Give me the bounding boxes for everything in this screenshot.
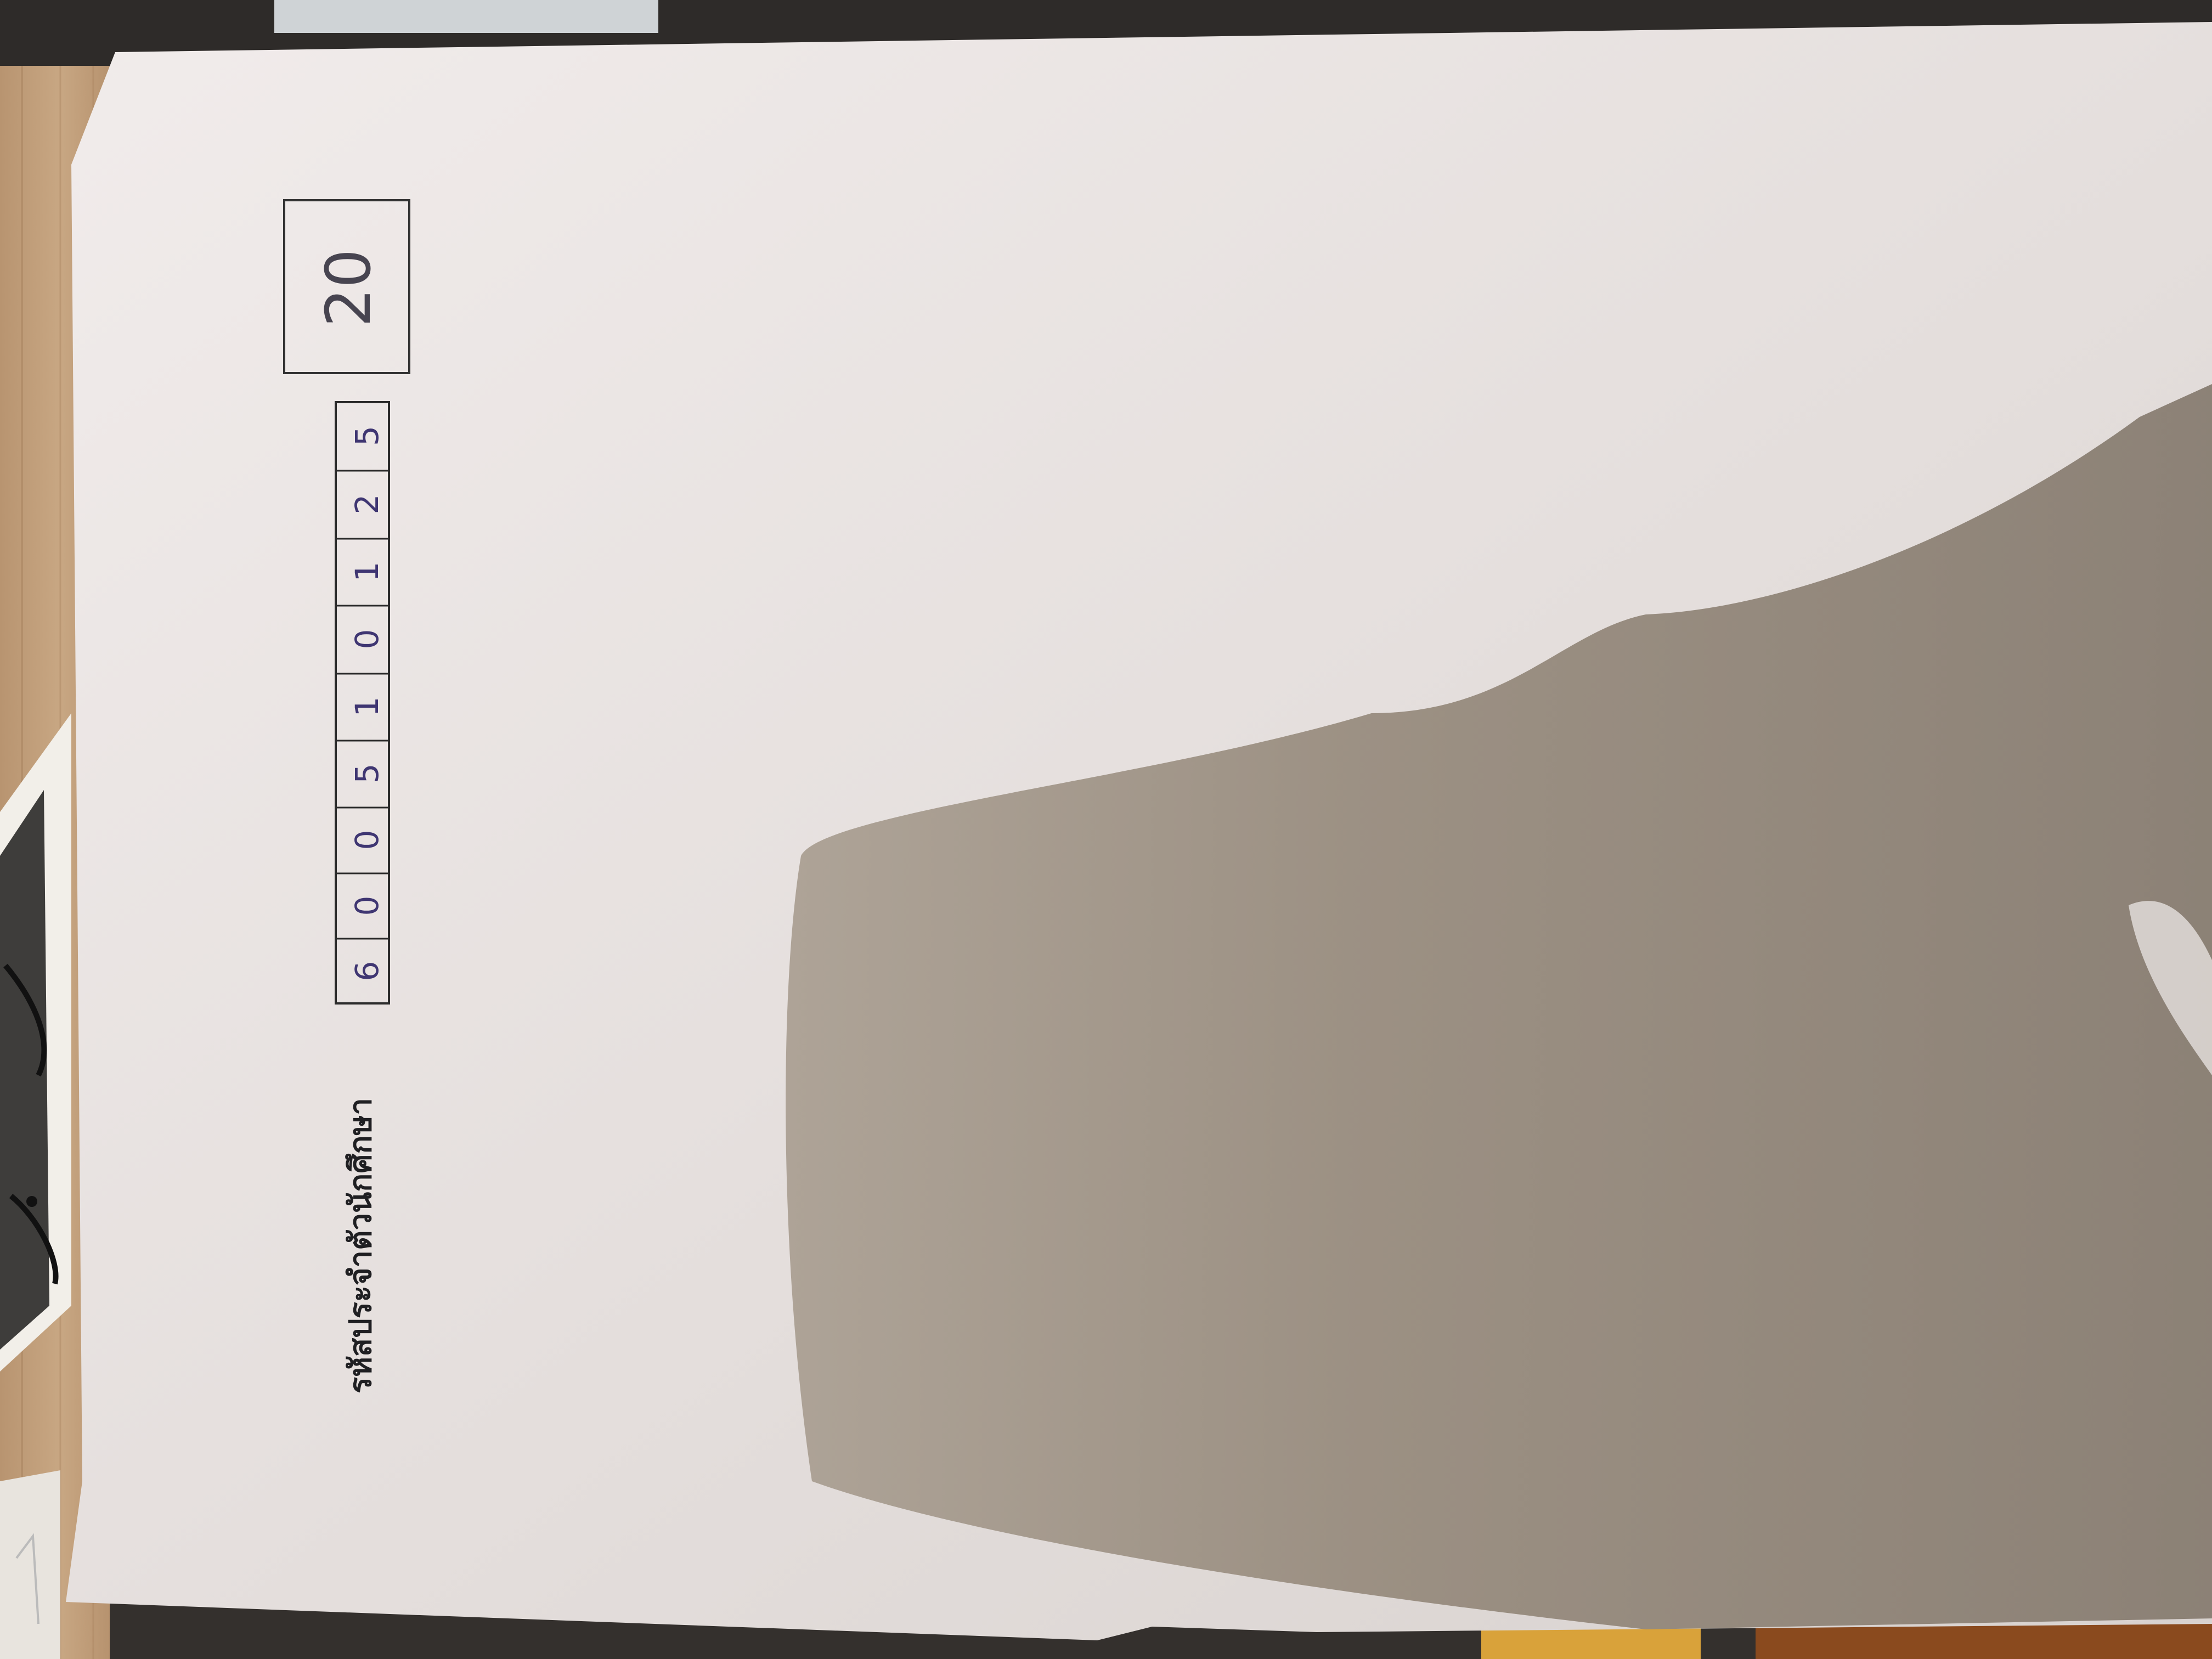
paper-sheet <box>66 22 2212 1640</box>
student-id-digit-3: 0 <box>348 830 386 850</box>
student-id-digit-2: 0 <box>348 895 386 916</box>
student-id-digit-8: 2 <box>348 494 386 515</box>
student-id-digit-6: 0 <box>348 629 386 650</box>
student-id-label: รหัสประจำตัวนักศึกษา <box>343 1098 379 1393</box>
student-id-digit-1: 6 <box>348 961 386 981</box>
student-id-digit-9: 5 <box>348 426 386 446</box>
student-id-digit-7: 1 <box>348 561 386 582</box>
student-id-digit-4: 5 <box>348 763 386 784</box>
student-id-digit-5: 1 <box>348 696 386 717</box>
score-value: 20 <box>313 249 385 328</box>
